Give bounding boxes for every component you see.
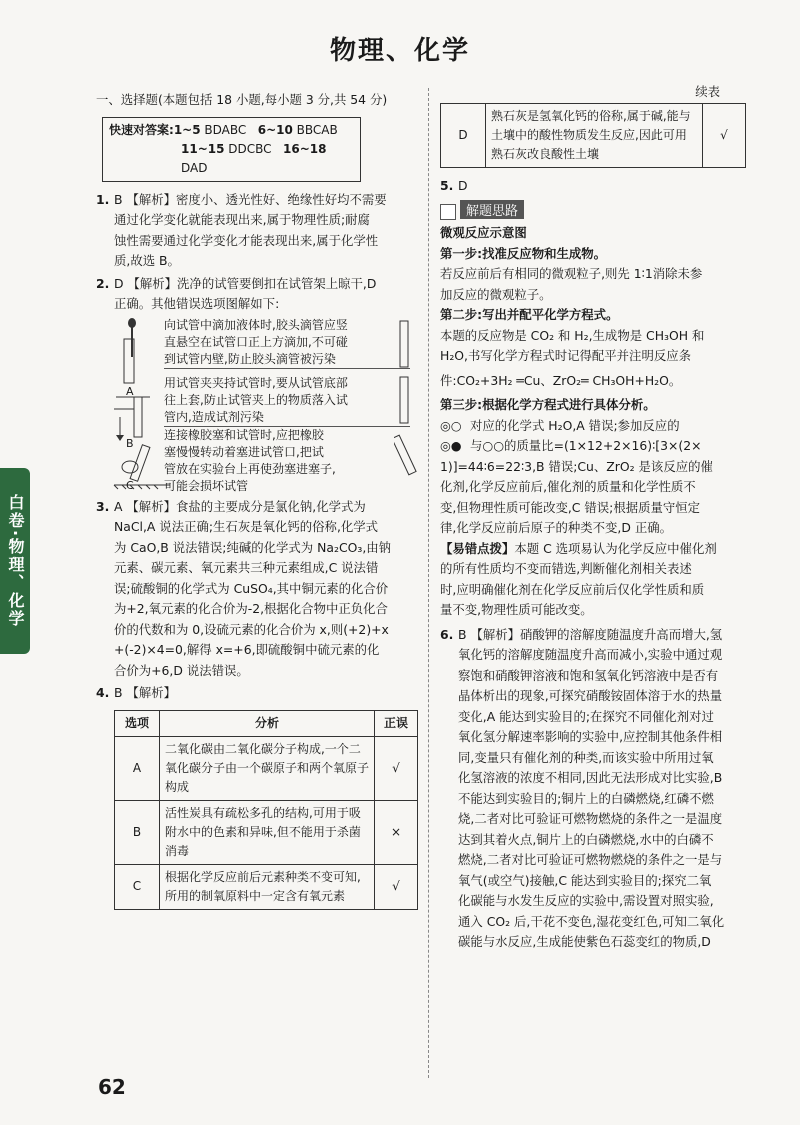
- question-4: 4. B 【解析】 选项 分析 正误 A 二氧化碳由二氧化碳分子构成,一个二氧化碳分子由一个碳原子和两个氧原子构成 √ B 活性炭具有疏松多孔的结构,可用于吸附水中的色素和异味,但不能用于杀菌消毒 × C 根据化学反应前后元素种类不变可知,所用的制氧原料中一定含有氧元素 √: [96, 683, 418, 910]
- question-5: 5. D 解题思路 微观反应示意图 第一步:找准反应物和生成物。 若反应前后有相同的微观粒子,则先 1∶1消除未参 加反应的微观粒子。 第二步:写出并配平化学方程式。 本题的反应物是 CO₂ 和 H₂,生成物是 CH₃OH 和 H₂O,书写化学方程式时记得配平并注明反应条 件:CO₂+3H₂ ═Cu、ZrO₂═ CH₃OH+H₂O。 第三步:根据化学方程式进行具体分析。 ◎○ 对应的化学式 H₂O,A 错误;参加反应的 ◎● 与○○的质量比=(1×12+2×16)∶[3×(2× 1)]=44∶6=22∶3,B 错误;Cu、ZrO₂ 是该反应的催 化剂,化学反应前后,催化剂的质量和化学性质不 变,但物理性质可能改变,C 错误;根据质量守恒定 律,化学反应前后原子的种类不变,D 正确。 【易错点拨】本题 C 选项易认为化学反应中催化剂 的所有性质均不变而错选,判断催化剂相关表述 时,应明确催化剂在化学反应前后仅化学性质和质 量不变,物理性质可能改变。: [440, 176, 760, 621]
- page-title: 物理、化学: [329, 36, 470, 66]
- page-number: 62: [98, 1075, 126, 1099]
- analysis-table: 选项 分析 正误 A 二氧化碳由二氧化碳分子构成,一个二氧化碳分子由一个碳原子和两个氧原子构成 √ B 活性炭具有疏松多孔的结构,可用于吸附水中的色素和异味,但不能用于杀菌消毒 × C 根据化学反应前后元素种类不变可知,所用的制氧原料中一定含有氧元素 √: [114, 710, 418, 910]
- column-divider: [428, 88, 429, 1078]
- question-2: 2. D 【解析】洗净的试管要倒扣在试管架上晾干,D 正确。其他错误选项图解如下: A B C 向试管中滴加液体时,胶头滴管应竖 直悬空在试管口正上方滴加,不可碰 到试管内壁,防止胶头滴管被污染 用试管夹夹持试管时,要从试管底部 往上套,防止试管夹上的物质落入试 管内,造成试剂污染 连接橡胶塞和试管时,应把橡胶 塞慢慢转动着塞进试管口,把试 管放在实验台上再使劲塞进塞子, 可能会损坏试管: [96, 274, 418, 493]
- section-header: 一、选择题(本题包括 18 小题,每小题 3 分,共 54 分): [96, 92, 388, 107]
- table-row: A 二氧化碳由二氧化碳分子构成,一个二氧化碳分子由一个碳原子和两个氧原子构成 √: [115, 736, 418, 800]
- note-b: 用试管夹夹持试管时,要从试管底部 往上套,防止试管夹上的物质落入试 管内,造成试剂污染: [164, 375, 410, 427]
- table-row: B 活性炭具有疏松多孔的结构,可用于吸附水中的色素和异味,但不能用于杀菌消毒 ×: [115, 800, 418, 864]
- note-a: 向试管中滴加液体时,胶头滴管应竖 直悬空在试管口正上方滴加,不可碰 到试管内壁,防止胶头滴管被污染: [164, 317, 410, 369]
- solution-tag: 解题思路: [460, 200, 524, 219]
- molecule-icon: ◎●: [440, 438, 462, 453]
- right-column: [440, 82, 760, 953]
- edit-icon: [440, 204, 456, 220]
- note-c: 连接橡胶塞和试管时,应把橡胶 塞慢慢转动着塞进试管口,把试 管放在实验台上再使劲塞进塞子, 可能会损坏试管: [164, 427, 336, 493]
- table-row: D 熟石灰是氢氧化钙的俗称,属于碱,能与土壤中的酸性物质发生反应,因此可用熟石灰改良酸性土壤 √: [441, 103, 746, 167]
- quick-answer-box: 快速对答案:1~5 BDABC 6~10 BBCAB 11~15 DDCBC 16~18 DAD: [102, 117, 361, 182]
- molecule-icon: ◎○: [440, 417, 462, 433]
- table-row: C 根据化学反应前后元素种类不变可知,所用的制氧原料中一定含有氧元素 √: [115, 864, 418, 909]
- continued-table: [440, 103, 746, 168]
- question-1: 1. B 【解析】密度小、透光性好、绝缘性好均不需要 通过化学变化就能表现出来,属于物理性质;耐腐 蚀性需要通过化学变化才能表现出来,属于化学性 质,故选 B。: [96, 191, 387, 268]
- tube-illustrations-right: [394, 317, 418, 493]
- left-column: [96, 90, 418, 910]
- error-options-figure: A B C 向试管中滴加液体时,胶头滴管应竖 直悬空在试管口正上方滴加,不可碰 到试管内壁,防止胶头滴管被污染 用试管夹夹持试管时,要从试管底部 往上套,防止试管夹上的物质落入试 管内,造成试剂污染 连接橡胶塞和试管时,应把橡胶 塞慢慢转动着塞进试管口,把试 管放在实验台上再使劲塞进塞子, 可能会损坏试管: [96, 317, 418, 493]
- question-3: 3. A 【解析】食盐的主要成分是氯化钠,化学式为 NaCl,A 说法正确;生石灰是氧化钙的俗称,化学式 为 CaO,B 说法错误;纯碱的化学式为 Na₂CO₃,由钠 元素、碳元素、氧元素共三种元素组成,C 说法错 误;硫酸铜的化学式为 CuSO₄,其中铜元素的化合价 为+2,氧元素的化合价为-2,根据化合物中正负化合 价的代数和为 0,设硫元素的化合价为 x,则(+2)+x +(-2)×4=0,解得 x=+6,即硫酸铜中硫元素的化 合价为+6,D 说法错误。: [96, 498, 392, 678]
- question-6: 6. B 【解析】硝酸钾的溶解度随温度升高而增大,氢 氧化钙的溶解度随温度升高而减小,实验中通过观 察饱和硝酸钾溶液和饱和氢氧化钙溶液中是否有 晶体析出的现象,可探究硝酸铵固体溶于水的热量 变化,A 能达到实验目的;在探究不同催化剂对过 氧化氢分解速率影响的实验中,应控制其他条件相 同,变量只有催化剂的种类,而该实验中所用过氧 化氢溶液的浓度不相同,因此无法形成对比实验,B 不能达到实验目的;铜片上的白磷燃烧,红磷不燃 烧,二者对比可验证可燃物燃烧的条件之一是温度 达到其着火点,铜片上的白磷燃烧,水中的白磷不 燃烧,二者对比可验证可燃物燃烧的条件之一是与 氧气(或空气)接触,C 能达到实验目的;探究二氧 化碳能与水发生反应的实验中,需设置对照实验, 通入 CO₂ 后,干花不变色,湿花变红色,可知二氧化 碳能与水反应,生成能使紫色石蕊变红的物质,D: [440, 626, 725, 949]
- continued-label: 续表: [695, 84, 720, 99]
- side-tab: 白卷·物理、化学: [0, 468, 30, 654]
- chemical-equation: 件:CO₂+3H₂ ═Cu、ZrO₂═ CH₃OH+H₂O。: [440, 372, 682, 388]
